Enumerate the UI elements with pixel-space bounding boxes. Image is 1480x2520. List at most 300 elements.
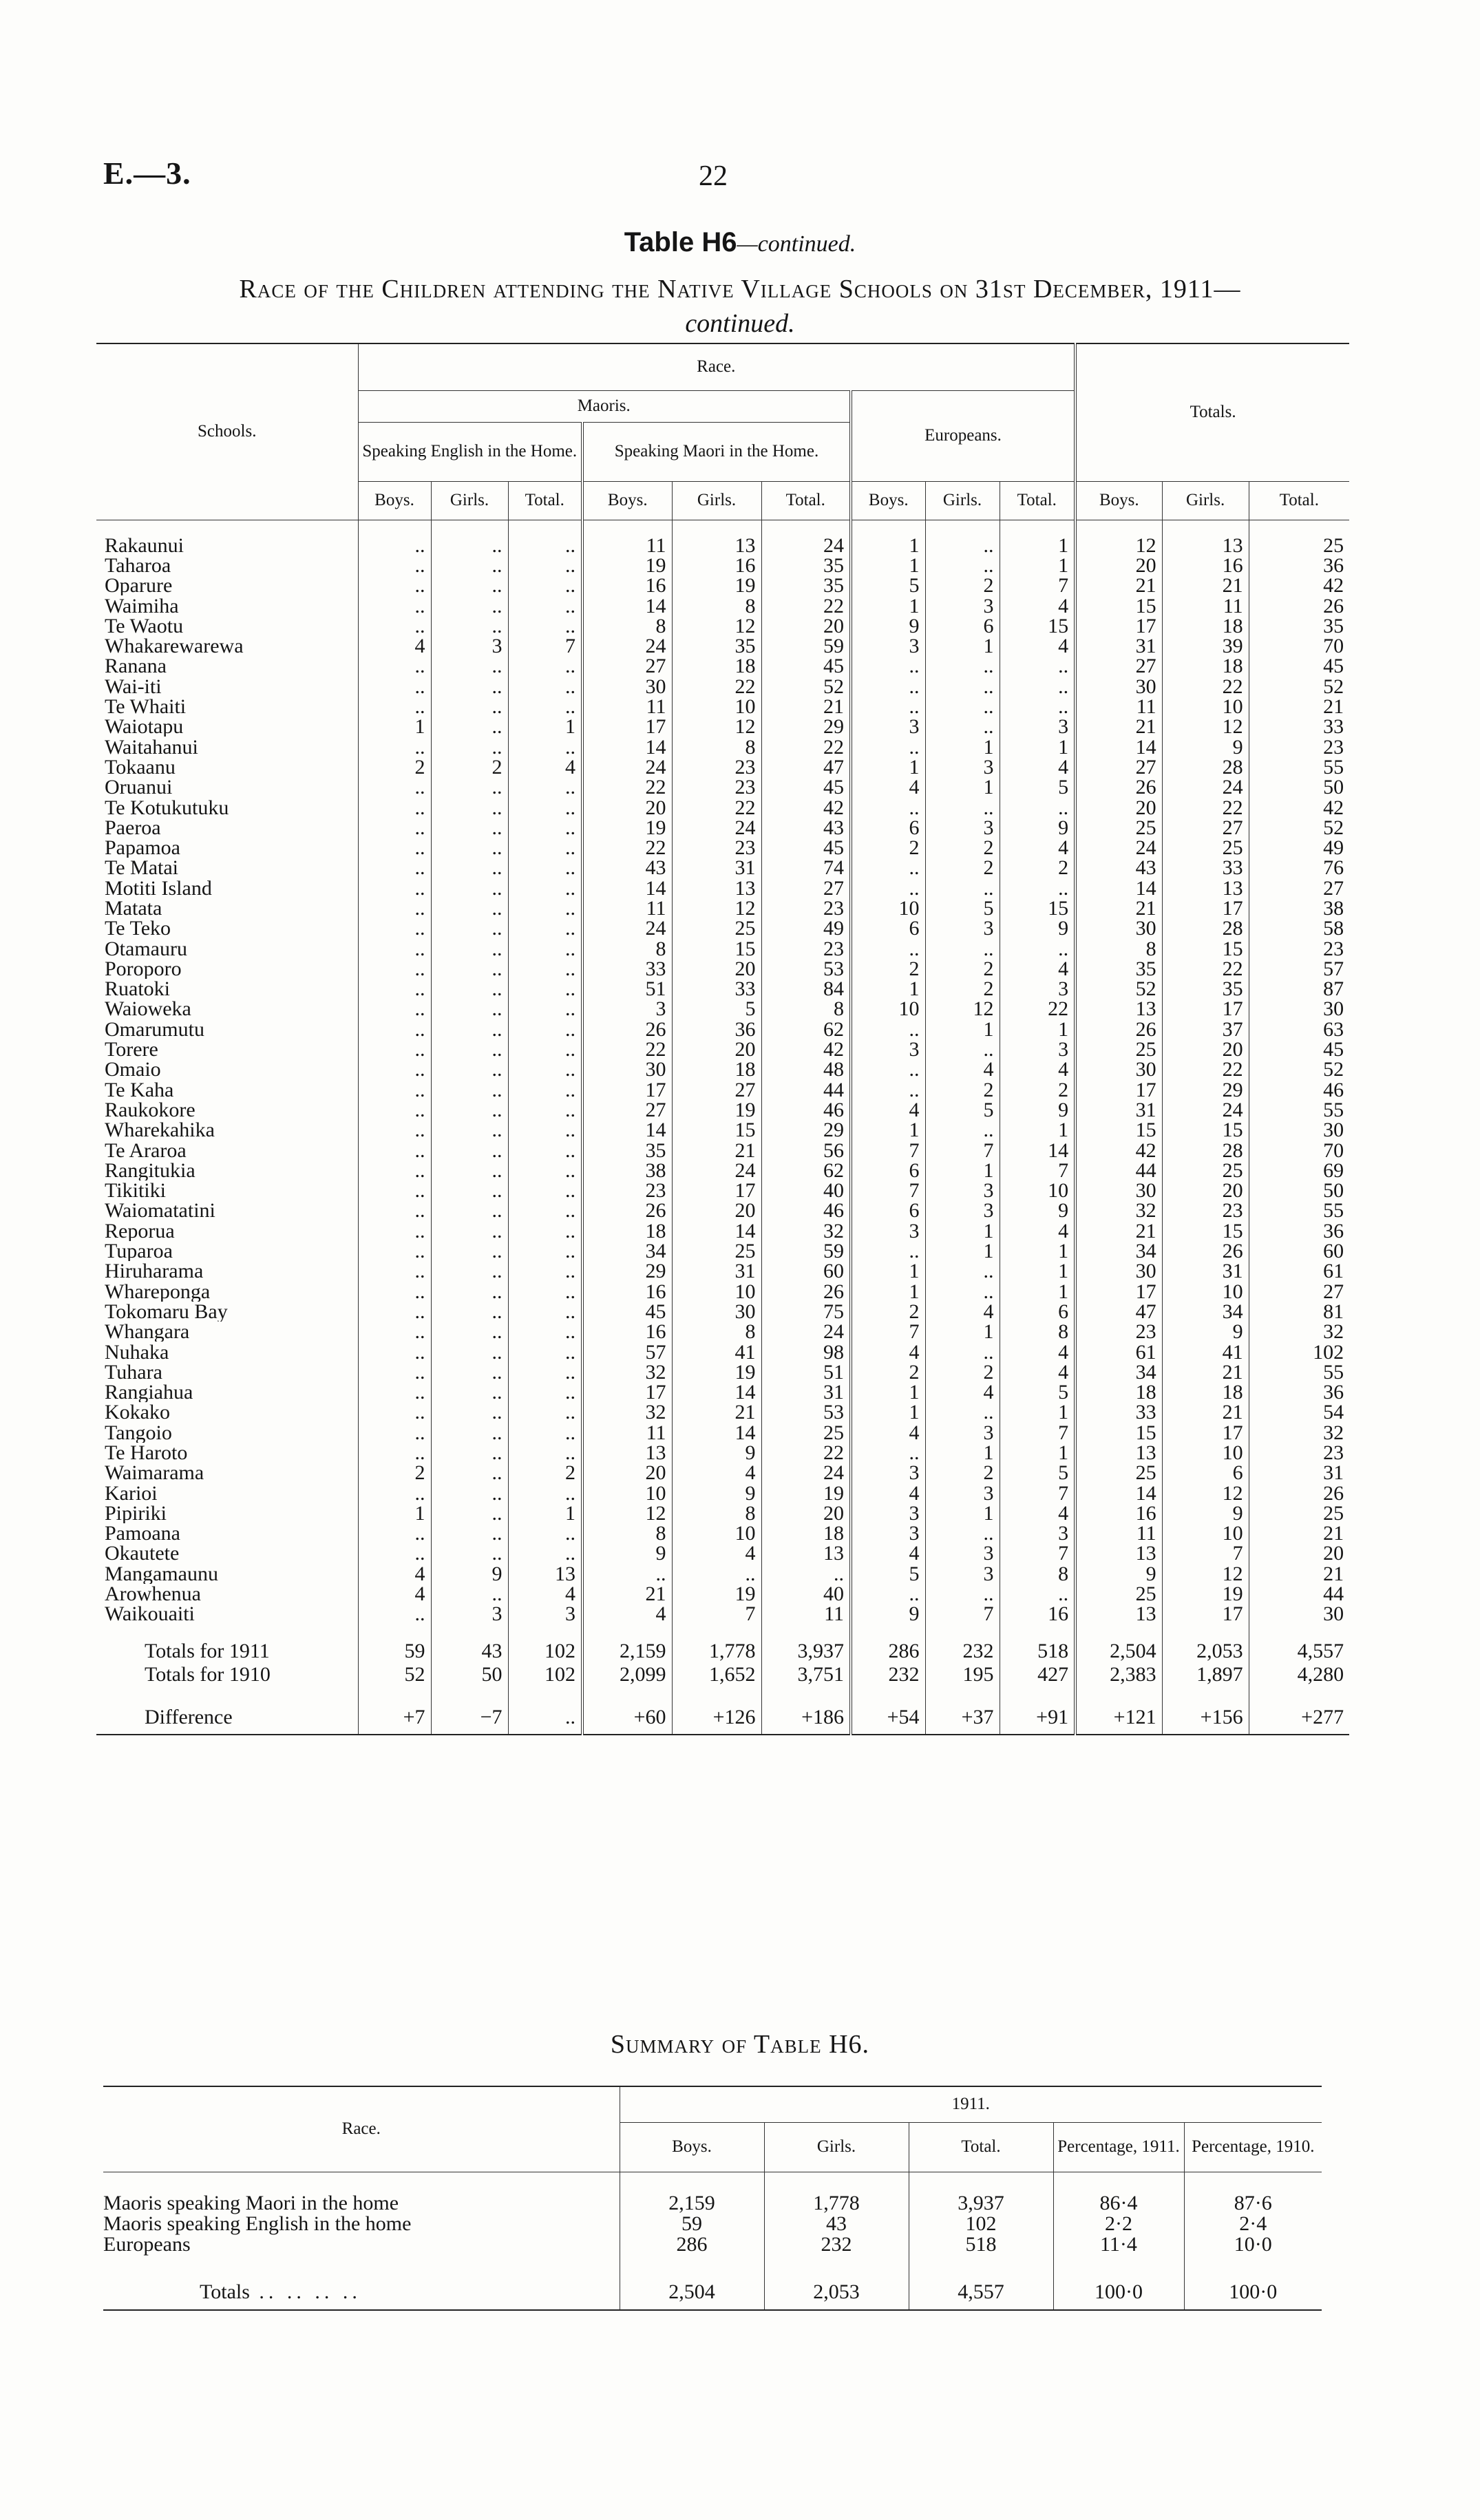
cell-to-b: 61: [1075, 1342, 1162, 1362]
cell: +186: [761, 1702, 851, 1735]
cell-se-t: ..: [508, 878, 582, 898]
cell-eu-b: 1: [851, 555, 925, 575]
cell-eu-t: 5: [1000, 1382, 1075, 1402]
cell: +126: [672, 1702, 761, 1735]
table-row: [96, 777, 1349, 797]
cell-to-t: 55: [1249, 1200, 1349, 1220]
cell-to-g: 21: [1162, 1402, 1249, 1422]
cell-sm-g: 23: [672, 838, 761, 858]
cell: +156: [1162, 1702, 1249, 1735]
cell-to-g: 25: [1162, 838, 1249, 858]
cell-se-g: ..: [431, 818, 508, 838]
cell-to-g: 37: [1162, 1019, 1249, 1039]
table-row: [96, 1543, 1349, 1563]
cell-eu-b: 7: [851, 1140, 925, 1160]
cell-eu-g: 12: [925, 999, 1000, 1019]
cell-to-t: 46: [1249, 1080, 1349, 1100]
cell: 2,053: [1162, 1640, 1249, 1663]
cell-to-t: 30: [1249, 1604, 1349, 1624]
cell-sm-g: 27: [672, 1080, 761, 1100]
cell-to-g: 18: [1162, 656, 1249, 676]
cell-sm-t: 44: [761, 1080, 851, 1100]
cell-sm-g: 14: [672, 1423, 761, 1443]
school-name: Matata: [105, 898, 162, 919]
cell-eu-g: 1: [925, 1019, 1000, 1039]
cell-sm-t: 45: [761, 777, 851, 797]
cell-eu-t: 1: [1000, 555, 1075, 575]
cell-eu-t: 1: [1000, 1261, 1075, 1281]
cell-eu-t: 1: [1000, 1019, 1075, 1039]
cell-se-t: ..: [508, 1261, 582, 1281]
cell-se-t: ..: [508, 999, 582, 1019]
cell-to-t: 44: [1249, 1584, 1349, 1604]
cell-se-b: ..: [358, 1161, 431, 1180]
cell-sm-t: 22: [761, 595, 851, 615]
cell-eu-g: ..: [925, 1120, 1000, 1140]
cell-to-t: 25: [1249, 536, 1349, 555]
cell-to-b: 17: [1075, 616, 1162, 636]
cell-to-t: 23: [1249, 737, 1349, 756]
cell-eu-t: 2: [1000, 1080, 1075, 1100]
cell-sm-t: 24: [761, 536, 851, 555]
school-name: Torere: [105, 1039, 158, 1060]
cell-se-g: 3: [431, 636, 508, 656]
cell-eu-g: 2: [925, 838, 1000, 858]
cell: 232: [925, 1640, 1000, 1663]
table-row: [96, 1059, 1349, 1079]
cell-se-t: ..: [508, 1483, 582, 1503]
table-row: [96, 797, 1349, 817]
school-name: Mangamaunu: [105, 1563, 218, 1584]
cell-to-t: 54: [1249, 1402, 1349, 1422]
cell-sm-g: 18: [672, 1059, 761, 1079]
cell-se-g: 2: [431, 757, 508, 777]
cell-eu-t: 1: [1000, 1281, 1075, 1301]
cell-eu-g: 7: [925, 1140, 1000, 1160]
cell-sm-b: 32: [582, 1402, 672, 1422]
cell-eu-b: 2: [851, 959, 925, 979]
cell-sm-b: 11: [582, 898, 672, 918]
cell-eu-b: 1: [851, 1281, 925, 1301]
cell-eu-t: 4: [1000, 1059, 1075, 1079]
school-name: Te Waotu: [105, 615, 184, 636]
table-row: [96, 1402, 1349, 1422]
cell-sm-b: 17: [582, 1382, 672, 1402]
cell-to-b: 27: [1075, 656, 1162, 676]
cell-eu-t: 7: [1000, 1161, 1075, 1180]
cell-to-t: 26: [1249, 1483, 1349, 1503]
school-name: Waitahanui: [105, 737, 198, 757]
cell-eu-b: ..: [851, 1584, 925, 1604]
cell: 59: [358, 1640, 431, 1663]
cell-to-b: 30: [1075, 918, 1162, 938]
table-row: [96, 979, 1349, 999]
table-row: [96, 656, 1349, 676]
cell-se-t: ..: [508, 656, 582, 676]
cell-eu-g: 1: [925, 1443, 1000, 1463]
cell-eu-g: 3: [925, 1200, 1000, 1220]
cell-to-b: 35: [1075, 959, 1162, 979]
cell-eu-t: 4: [1000, 636, 1075, 656]
cell-sm-g: 25: [672, 1241, 761, 1261]
cell-se-g: ..: [431, 697, 508, 717]
table-row: [96, 1100, 1349, 1120]
cell-eu-t: 4: [1000, 1362, 1075, 1382]
school-name: Tokaanu: [105, 756, 176, 778]
cell-se-g: ..: [431, 656, 508, 676]
cell-se-b: ..: [358, 1302, 431, 1322]
school-name: Karioi: [105, 1483, 158, 1503]
cell-se-g: ..: [431, 938, 508, 958]
table-row: [96, 1503, 1349, 1523]
cell-eu-t: 4: [1000, 1342, 1075, 1362]
cell-se-g: ..: [431, 1281, 508, 1301]
cell-eu-b: 2: [851, 1302, 925, 1322]
cell-sm-t: 53: [761, 959, 851, 979]
cell-eu-b: 6: [851, 1161, 925, 1180]
cell-eu-b: 1: [851, 979, 925, 999]
cell-sm-g: 14: [672, 1382, 761, 1402]
cell-eu-g: 1: [925, 636, 1000, 656]
cell-to-b: 34: [1075, 1241, 1162, 1261]
cell-eu-t: 9: [1000, 1200, 1075, 1220]
cell-se-b: 1: [358, 717, 431, 737]
cell-eu-t: 10: [1000, 1180, 1075, 1200]
cell-to-g: 18: [1162, 616, 1249, 636]
cell-to-g: 41: [1162, 1342, 1249, 1362]
cell-sm-g: 20: [672, 959, 761, 979]
summary-row: [103, 2234, 1322, 2255]
cell-sm-g: 8: [672, 737, 761, 756]
cell-eu-t: ..: [1000, 697, 1075, 717]
cell-eu-g: ..: [925, 536, 1000, 555]
cell-se-b: ..: [358, 918, 431, 938]
cell-eu-g: 2: [925, 1463, 1000, 1483]
cell-se-t: ..: [508, 938, 582, 958]
cell-to-g: 25: [1162, 1161, 1249, 1180]
cell-sm-t: 29: [761, 1120, 851, 1140]
cell-eu-t: 6: [1000, 1302, 1075, 1322]
cell-sm-g: 20: [672, 1200, 761, 1220]
cell-sm-g: 20: [672, 1039, 761, 1059]
cell-sm-t: 20: [761, 616, 851, 636]
table-row: [96, 616, 1349, 636]
cell-se-t: ..: [508, 1241, 582, 1261]
cell-to-b: 13: [1075, 999, 1162, 1019]
cell-sm-g: 36: [672, 1019, 761, 1039]
cell-to-b: 43: [1075, 858, 1162, 878]
school-name: Kokako: [105, 1402, 170, 1423]
cell-sm-b: 20: [582, 797, 672, 817]
cell: 2,383: [1075, 1663, 1162, 1686]
cell-se-t: ..: [508, 1523, 582, 1543]
cell-sm-g: 23: [672, 757, 761, 777]
cell-sm-g: 30: [672, 1302, 761, 1322]
cell-eu-b: 3: [851, 1221, 925, 1241]
cell-to-g: 12: [1162, 1564, 1249, 1584]
cell-se-t: ..: [508, 918, 582, 938]
cell-to-g: 22: [1162, 797, 1249, 817]
spacer-row: [96, 1686, 1349, 1702]
cell: ..: [508, 1702, 582, 1735]
cell-to-b: 13: [1075, 1604, 1162, 1624]
cell-se-b: ..: [358, 1059, 431, 1079]
cell: 102: [508, 1663, 582, 1686]
cell-se-b: ..: [358, 878, 431, 898]
cell-eu-b: 9: [851, 1604, 925, 1624]
cell-to-b: 42: [1075, 1140, 1162, 1160]
cell-to-b: 18: [1075, 1382, 1162, 1402]
cell-se-g: ..: [431, 1483, 508, 1503]
summary-cell-total: 3,937: [909, 2193, 1053, 2214]
summary-race: Europeans: [103, 2232, 191, 2256]
cell-sm-g: 12: [672, 898, 761, 918]
cell: 1,778: [672, 1640, 761, 1663]
cell-sm-t: 45: [761, 656, 851, 676]
cell-to-t: 76: [1249, 858, 1349, 878]
cell-sm-g: 31: [672, 1261, 761, 1281]
cell-sm-g: 35: [672, 636, 761, 656]
cell-se-t: ..: [508, 1019, 582, 1039]
col-eu-girls: Girls.: [925, 481, 1000, 520]
cell-se-g: ..: [431, 898, 508, 918]
cell-eu-t: 1: [1000, 536, 1075, 555]
cell-eu-g: 1: [925, 1322, 1000, 1342]
school-name: Waikouaiti: [105, 1604, 195, 1624]
cell-se-g: ..: [431, 1059, 508, 1079]
cell-sm-b: 24: [582, 636, 672, 656]
cell: −7: [431, 1702, 508, 1735]
school-name: Wharekahika: [105, 1120, 215, 1141]
cell-sm-g: 19: [672, 1100, 761, 1120]
cell-se-b: ..: [358, 979, 431, 999]
cell-to-t: 36: [1249, 1382, 1349, 1402]
race-table: [96, 343, 1349, 1735]
cell-to-t: 52: [1249, 818, 1349, 838]
school-name: Papamoa: [105, 837, 180, 858]
cell-sm-t: 8: [761, 999, 851, 1019]
cell-sm-b: 16: [582, 1322, 672, 1342]
cell-eu-b: 4: [851, 1100, 925, 1120]
cell: 195: [925, 1663, 1000, 1686]
cell-se-t: ..: [508, 1221, 582, 1241]
cell-se-b: ..: [358, 858, 431, 878]
table-row: [96, 1120, 1349, 1140]
cell-to-b: 14: [1075, 878, 1162, 898]
cell-eu-b: 1: [851, 1120, 925, 1140]
cell-se-t: ..: [508, 818, 582, 838]
cell-eu-g: 3: [925, 1543, 1000, 1563]
table-row: [96, 1221, 1349, 1241]
cell-eu-b: 1: [851, 595, 925, 615]
cell-to-g: 17: [1162, 999, 1249, 1019]
cell-eu-b: ..: [851, 1443, 925, 1463]
row-label: Totals for 1910: [145, 1662, 271, 1686]
cell-se-t: ..: [508, 1362, 582, 1382]
cell-se-g: ..: [431, 1241, 508, 1261]
cell-to-t: 70: [1249, 636, 1349, 656]
cell-to-t: 58: [1249, 918, 1349, 938]
cell-se-g: ..: [431, 555, 508, 575]
cell-se-b: ..: [358, 1423, 431, 1443]
cell-sm-g: 15: [672, 1120, 761, 1140]
subtitle-continued: continued.: [685, 309, 795, 338]
spacer-row: [103, 2255, 1322, 2276]
cell-sm-g: 19: [672, 1584, 761, 1604]
table-row: [96, 1140, 1349, 1160]
cell-se-g: ..: [431, 1221, 508, 1241]
cell-to-g: 17: [1162, 898, 1249, 918]
summary-cell-boys: 2,159: [620, 2193, 764, 2214]
subtitle-text: Race of the Children attending the Native Village Schools on 31st December, 1911—: [239, 275, 1241, 304]
cell-to-g: 26: [1162, 1241, 1249, 1261]
cell-eu-t: ..: [1000, 938, 1075, 958]
cell-se-b: ..: [358, 1261, 431, 1281]
row-label: Totals for 1911: [145, 1639, 270, 1662]
cell-to-t: 61: [1249, 1261, 1349, 1281]
cell-se-g: ..: [431, 838, 508, 858]
cell-to-g: 28: [1162, 757, 1249, 777]
cell-eu-g: 3: [925, 757, 1000, 777]
school-name: Paeroa: [105, 817, 161, 838]
table-row: [96, 1423, 1349, 1443]
cell-to-t: 36: [1249, 555, 1349, 575]
cell-sm-g: 13: [672, 878, 761, 898]
cell-sm-b: 33: [582, 959, 672, 979]
cell-to-t: 50: [1249, 777, 1349, 797]
cell-se-g: ..: [431, 1080, 508, 1100]
table-title-main: Table H6: [624, 227, 737, 257]
cell-sm-g: 25: [672, 918, 761, 938]
cell-to-t: 35: [1249, 616, 1349, 636]
table-row: [96, 575, 1349, 595]
cell-to-b: 33: [1075, 1402, 1162, 1422]
cell-se-g: ..: [431, 1342, 508, 1362]
cell-to-t: 45: [1249, 1039, 1349, 1059]
cell-sm-t: 42: [761, 797, 851, 817]
cell-se-b: ..: [358, 1443, 431, 1463]
cell-sm-t: 51: [761, 1362, 851, 1382]
cell-sm-g: 21: [672, 1140, 761, 1160]
cell-eu-t: 3: [1000, 979, 1075, 999]
cell-to-g: 31: [1162, 1261, 1249, 1281]
cell-to-b: 9: [1075, 1564, 1162, 1584]
cell-to-g: 20: [1162, 1180, 1249, 1200]
cell-to-b: 16: [1075, 1503, 1162, 1523]
cell-eu-b: 3: [851, 636, 925, 656]
cell: 3,937: [761, 1640, 851, 1663]
cell-to-b: 30: [1075, 1059, 1162, 1079]
cell: 427: [1000, 1663, 1075, 1686]
cell-sm-t: 40: [761, 1584, 851, 1604]
cell-se-g: ..: [431, 979, 508, 999]
table-row: [96, 959, 1349, 979]
school-name: Whangara: [105, 1322, 190, 1342]
cell: 286: [851, 1640, 925, 1663]
cell: 4,280: [1249, 1663, 1349, 1686]
cell-eu-g: 3: [925, 1423, 1000, 1443]
cell: +91: [1000, 1702, 1075, 1735]
cell-sm-t: 98: [761, 1342, 851, 1362]
table-row: [96, 1322, 1349, 1342]
cell-eu-g: ..: [925, 656, 1000, 676]
school-name: Oruanui: [105, 777, 173, 798]
cell-se-t: ..: [508, 1039, 582, 1059]
cell-eu-b: 4: [851, 1342, 925, 1362]
cell-eu-g: 1: [925, 1161, 1000, 1180]
cell-to-b: 47: [1075, 1302, 1162, 1322]
cell-to-b: 34: [1075, 1362, 1162, 1382]
cell-eu-g: ..: [925, 1523, 1000, 1543]
cell-eu-g: ..: [925, 938, 1000, 958]
cell-se-t: ..: [508, 1423, 582, 1443]
cell-se-t: ..: [508, 1200, 582, 1220]
cell-sm-b: 14: [582, 737, 672, 756]
cell-sm-g: 8: [672, 1503, 761, 1523]
cell-eu-b: 1: [851, 757, 925, 777]
cell-eu-g: 3: [925, 1180, 1000, 1200]
cell-to-t: 55: [1249, 757, 1349, 777]
cell-se-g: ..: [431, 1443, 508, 1463]
cell-sm-b: 14: [582, 1120, 672, 1140]
cell-sm-b: 20: [582, 1463, 672, 1483]
col-speaking-english: Speaking English in the Home.: [358, 422, 582, 481]
cell-eu-g: 1: [925, 1503, 1000, 1523]
cell-eu-b: 6: [851, 818, 925, 838]
cell-eu-b: 6: [851, 1200, 925, 1220]
summary-totals-label: Totals .. .. .. ..: [200, 2280, 361, 2303]
cell-to-t: 36: [1249, 1221, 1349, 1241]
cell-se-t: ..: [508, 979, 582, 999]
cell-to-t: 23: [1249, 1443, 1349, 1463]
cell-eu-t: 5: [1000, 777, 1075, 797]
cell-se-t: ..: [508, 1161, 582, 1180]
cell-sm-b: 8: [582, 938, 672, 958]
cell-to-b: 26: [1075, 777, 1162, 797]
cell-se-g: ..: [431, 1161, 508, 1180]
cell-se-b: ..: [358, 697, 431, 717]
cell-se-t: 4: [508, 1584, 582, 1604]
cell-sm-b: 26: [582, 1200, 672, 1220]
cell: 2,099: [582, 1663, 672, 1686]
cell: 52: [358, 1663, 431, 1686]
summary-title: Summary of Table H6.: [610, 2030, 870, 2059]
cell-to-b: 25: [1075, 1584, 1162, 1604]
cell-eu-b: 1: [851, 1402, 925, 1422]
table-row: [96, 1080, 1349, 1100]
cell-sm-g: 9: [672, 1443, 761, 1463]
school-name: Te Teko: [105, 918, 171, 939]
school-name: Otamauru: [105, 938, 187, 959]
cell-se-t: 3: [508, 1604, 582, 1624]
cell-to-g: 29: [1162, 1080, 1249, 1100]
cell-eu-t: 1: [1000, 1402, 1075, 1422]
cell-se-b: ..: [358, 1402, 431, 1422]
cell-to-g: 24: [1162, 1100, 1249, 1120]
cell: 4,557: [1249, 1640, 1349, 1663]
cell-sm-g: 5: [672, 999, 761, 1019]
cell-to-b: 30: [1075, 677, 1162, 697]
col-race: Race.: [358, 343, 1075, 390]
cell-sm-t: 24: [761, 1322, 851, 1342]
cell-se-g: ..: [431, 1200, 508, 1220]
cell-eu-b: ..: [851, 858, 925, 878]
school-name: Oparure: [105, 575, 173, 596]
cell-to-b: 30: [1075, 1180, 1162, 1200]
cell-eu-b: ..: [851, 797, 925, 817]
school-name: Okautete: [105, 1543, 180, 1564]
cell-to-g: 35: [1162, 979, 1249, 999]
